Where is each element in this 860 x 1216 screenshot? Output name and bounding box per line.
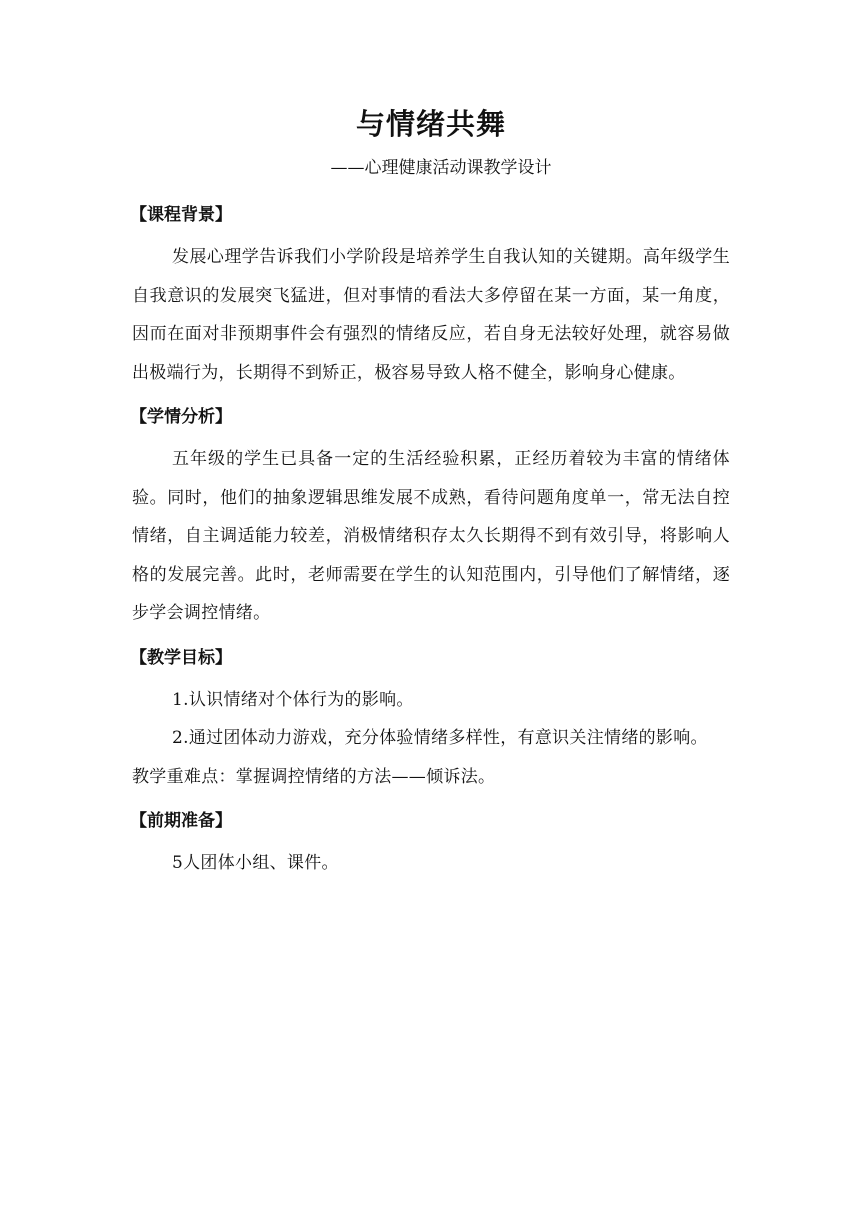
goal-item: 1.认识情绪对个体行为的影响。 xyxy=(172,689,414,710)
section-heading: 【学情分析】 xyxy=(130,407,232,427)
document-page xyxy=(132,100,730,885)
section-heading: 【教学目标】 xyxy=(130,647,232,668)
section-student-analysis xyxy=(132,394,730,633)
paragraph: 五年级的学生已具备一定的生活经验积累，正经历着较为丰富的情绪体验。同时，他们的抽象逻辑思维发展不成熟，看待问题角度单一，常无法自控情绪，自主调适能力较差，消极情绪积存太久长期得不到有效引导，将影响人格的发展完善。此时，老师需要在学生的认知范围内，引导他们了解情绪，逐步学会调控情绪。 xyxy=(132,449,730,623)
paragraph: 5人团体小组、课件。 xyxy=(172,853,339,873)
section-teaching-goals xyxy=(132,635,730,797)
paragraph: 发展心理学告诉我们小学阶段是培养学生自我认知的关键期。高年级学生自我意识的发展突飞猛进，但对事情的看法大多停留在某一方面，某一角度，因而在面对非预期事件会有强烈的情绪反应，若自身无法较好处理，就容易做出极端行为，长期得不到矫正，极容易导致人格不健全，影响身心健康。 xyxy=(132,247,730,383)
section-background xyxy=(132,192,730,392)
document-title: 与情绪共舞 xyxy=(355,107,506,141)
section-heading: 【前期准备】 xyxy=(130,811,232,831)
key-difficulty-note: 教学重难点：掌握调控情绪的方法——倾诉法。 xyxy=(132,766,496,787)
goal-item: 2.通过团体动力游戏，充分体验情绪多样性，有意识关注情绪的影响。 xyxy=(172,728,708,748)
section-preparation xyxy=(132,798,730,883)
section-heading: 【课程背景】 xyxy=(130,205,232,225)
document-subtitle: ——心理健康活动课教学设计 xyxy=(330,158,552,178)
